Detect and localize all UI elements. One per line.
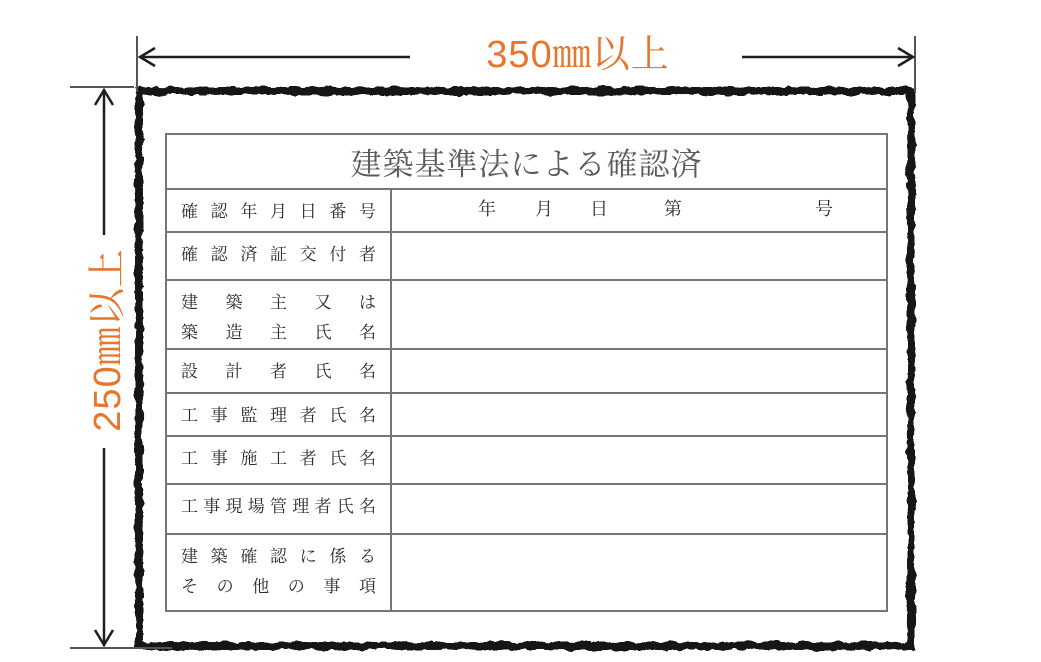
row-value-other-matters [392, 533, 886, 610]
height-dimension-label: 250㎜以上 [89, 242, 127, 437]
row-label-other-matters: 建築確認に係る その他の事項 [167, 533, 392, 610]
row-label-construction-contractor: 工事施工者氏名 [167, 435, 392, 483]
row-value-certificate-issuer [392, 231, 886, 279]
row-label-building-owner: 建築主又は 築造主氏名 [167, 279, 392, 348]
sign-title: 建築基準法による確認済 [350, 147, 703, 182]
month-label: 月 [535, 199, 553, 219]
row-label-certificate-issuer: 確認済証交付者 [167, 231, 392, 279]
row-value-confirmation-date-number [392, 188, 886, 231]
row-value-site-manager [392, 483, 886, 533]
row-label-construction-supervisor: 工事監理者氏名 [167, 392, 392, 435]
row-label-designer-name: 設計者氏名 [167, 348, 392, 392]
confirmation-sign-table [165, 133, 888, 612]
row-value-designer-name [392, 348, 886, 392]
row-value-construction-supervisor [392, 392, 886, 435]
row-value-construction-contractor [392, 435, 886, 483]
row-value-building-owner [392, 279, 886, 348]
year-label: 年 [478, 199, 496, 219]
row-label-site-manager: 工事現場管理者氏名 [167, 483, 392, 533]
no-suffix-label: 号 [815, 199, 833, 219]
day-label: 日 [590, 199, 608, 219]
no-prefix-label: 第 [664, 199, 682, 219]
date-number-placeholders [392, 197, 886, 221]
width-dimension-label: 350㎜以上 [480, 36, 675, 74]
row-label-confirmation-date-number: 確認年月日番号 [167, 188, 392, 231]
